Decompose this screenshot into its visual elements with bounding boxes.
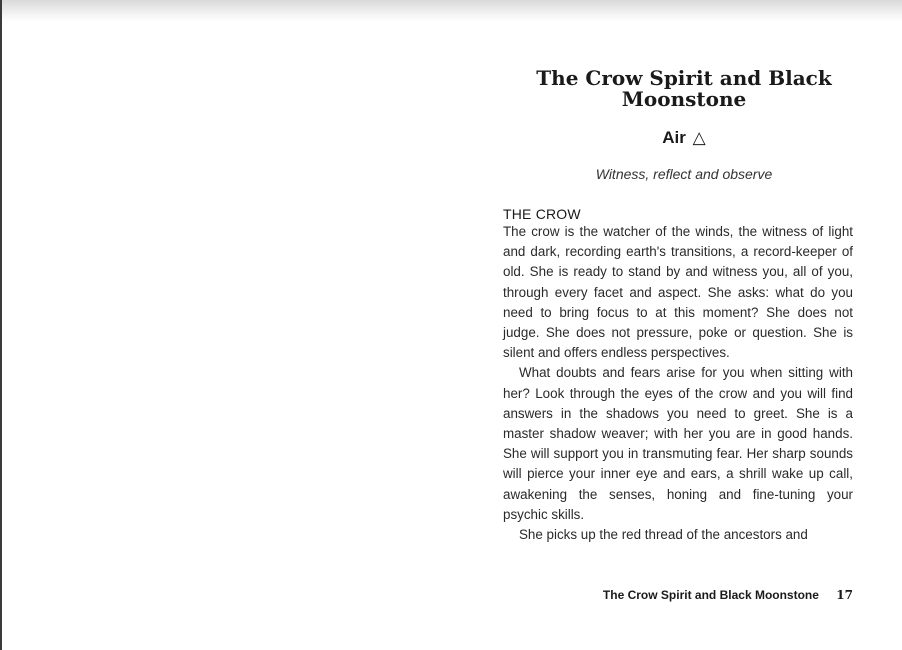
chapter-title: The Crow Spirit and Black Moonstone — [536, 66, 832, 111]
page-footer — [503, 588, 853, 602]
paragraph-2: What doubts and fears arise for you when sitting with her? Look through the eyes of the crow and you will find answers in the shadows you need to greet. She is a master shadow weaver; with her you are in good hands. She will support you in transmuting fear. Her sharp sounds will pierce your inner eye and ears, a shrill wake up call, awakening the senses, honing and fine-tuning your psychic skills. — [503, 365, 853, 522]
air-triangle-icon: △ — [692, 128, 706, 147]
book-page — [503, 68, 853, 545]
viewer-left-edge — [0, 0, 2, 650]
running-title: The Crow Spirit and Black Moonstone — [602, 588, 819, 602]
paragraph-3: She picks up the red thread of the ancestors and — [519, 527, 808, 543]
chapter-tagline: Witness, reflect and observe — [595, 166, 773, 182]
page-number: 17 — [836, 588, 853, 602]
element-label: Air — [662, 128, 686, 147]
viewer-top-shadow — [0, 0, 902, 22]
section-heading: THE CROW — [503, 206, 581, 222]
paragraph-1: The crow is the watcher of the winds, the witness of light and dark, recording earth's transitions, a record-keeper of old. She is ready to stand by and witness you, all of you, through every facet and aspect. She asks: what do you need to bring focus to at this moment? She does not judge. She does not pressure, poke or question. She is silent and offers endless perspectives. — [503, 224, 853, 361]
element-line — [509, 128, 859, 148]
